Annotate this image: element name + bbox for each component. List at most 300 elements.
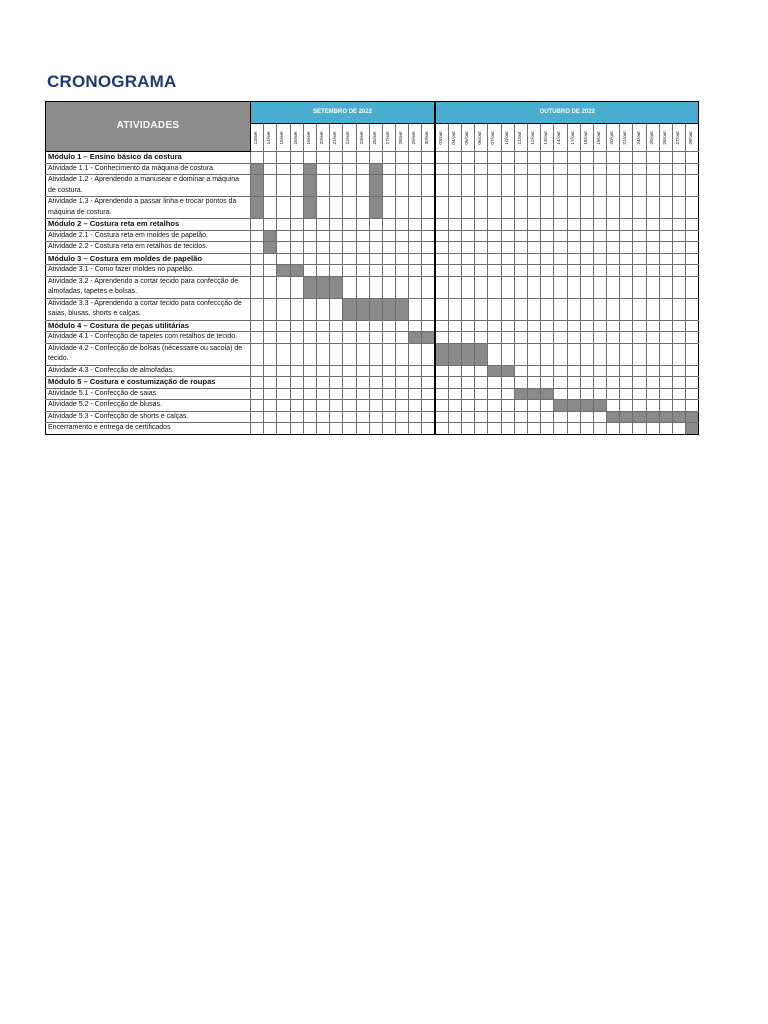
schedule-cell — [277, 388, 290, 400]
schedule-cell — [646, 365, 659, 377]
schedule-cell — [686, 265, 699, 277]
schedule-cell — [435, 332, 448, 344]
scheduled-cell — [686, 411, 699, 423]
schedule-cell — [277, 230, 290, 242]
scheduled-cell — [290, 265, 303, 277]
schedule-cell — [277, 298, 290, 320]
schedule-cell — [264, 377, 277, 389]
schedule-cell — [251, 343, 264, 365]
month-header-2: OUTUBRO DE 2022 — [435, 102, 699, 124]
schedule-cell — [251, 265, 264, 277]
schedule-cell — [396, 253, 409, 265]
schedule-cell — [396, 265, 409, 277]
schedule-cell — [607, 230, 620, 242]
schedule-cell — [356, 411, 369, 423]
schedule-cell — [330, 320, 343, 332]
activity-label: Atividade 5.2 - Confecção de blusas. — [46, 400, 251, 412]
schedule-cell — [409, 219, 422, 231]
schedule-cell — [567, 163, 580, 175]
module-label: Módulo 2 – Costura reta em retalhos — [46, 219, 251, 231]
schedule-cell — [251, 320, 264, 332]
schedule-cell — [567, 152, 580, 164]
schedule-cell — [541, 332, 554, 344]
scheduled-cell — [251, 163, 264, 175]
schedule-cell — [435, 388, 448, 400]
day-header — [554, 124, 567, 152]
schedule-cell — [330, 400, 343, 412]
schedule-cell — [462, 265, 475, 277]
schedule-cell — [686, 175, 699, 197]
schedule-cell — [396, 388, 409, 400]
schedule-cell — [488, 163, 501, 175]
schedule-cell — [462, 152, 475, 164]
schedule-cell — [330, 219, 343, 231]
schedule-cell — [501, 400, 514, 412]
schedule-cell — [659, 276, 672, 298]
day-label: 16/set — [293, 130, 299, 145]
schedule-cell — [514, 197, 527, 219]
schedule-cell — [514, 423, 527, 435]
schedule-cell — [607, 423, 620, 435]
schedule-cell — [527, 365, 540, 377]
schedule-cell — [659, 400, 672, 412]
schedule-cell — [475, 242, 488, 254]
schedule-cell — [554, 343, 567, 365]
schedule-cell — [567, 276, 580, 298]
schedule-cell — [527, 423, 540, 435]
schedule-cell — [686, 230, 699, 242]
schedule-cell — [554, 152, 567, 164]
day-label: 21/set — [332, 130, 338, 145]
schedule-cell — [475, 320, 488, 332]
schedule-cell — [475, 388, 488, 400]
schedule-cell — [290, 320, 303, 332]
schedule-cell — [448, 388, 461, 400]
schedule-cell — [501, 265, 514, 277]
schedule-cell — [369, 219, 382, 231]
day-header — [501, 124, 514, 152]
schedule-cell — [673, 343, 686, 365]
schedule-cell — [593, 423, 606, 435]
schedule-cell — [488, 152, 501, 164]
schedule-cell — [580, 175, 593, 197]
schedule-cell — [343, 332, 356, 344]
schedule-cell — [475, 253, 488, 265]
schedule-cell — [646, 230, 659, 242]
schedule-cell — [422, 320, 435, 332]
scheduled-cell — [251, 175, 264, 197]
schedule-cell — [264, 298, 277, 320]
schedule-cell — [462, 219, 475, 231]
schedule-cell — [527, 320, 540, 332]
schedule-cell — [607, 298, 620, 320]
schedule-cell — [303, 400, 316, 412]
schedule-cell — [435, 423, 448, 435]
schedule-cell — [501, 253, 514, 265]
day-header — [343, 124, 356, 152]
schedule-cell — [382, 230, 395, 242]
schedule-cell — [290, 423, 303, 435]
schedule-cell — [501, 163, 514, 175]
schedule-cell — [607, 253, 620, 265]
schedule-cell — [356, 377, 369, 389]
activity-row — [46, 276, 699, 298]
scheduled-cell — [448, 343, 461, 365]
schedule-cell — [316, 423, 329, 435]
schedule-cell — [673, 400, 686, 412]
day-label: 19/out — [596, 130, 602, 145]
schedule-cell — [343, 230, 356, 242]
schedule-cell — [330, 253, 343, 265]
schedule-cell — [356, 219, 369, 231]
schedule-cell — [633, 298, 646, 320]
activity-row — [46, 400, 699, 412]
schedule-cell — [369, 276, 382, 298]
schedule-cell — [316, 400, 329, 412]
schedule-cell — [462, 320, 475, 332]
schedule-cell — [527, 197, 540, 219]
schedule-cell — [303, 365, 316, 377]
schedule-cell — [488, 332, 501, 344]
schedule-cell — [554, 253, 567, 265]
schedule-cell — [541, 365, 554, 377]
schedule-cell — [554, 163, 567, 175]
schedule-cell — [514, 265, 527, 277]
schedule-cell — [659, 423, 672, 435]
day-label: 15/set — [280, 130, 286, 145]
schedule-cell — [435, 152, 448, 164]
schedule-cell — [554, 242, 567, 254]
schedule-cell — [277, 377, 290, 389]
schedule-cell — [396, 230, 409, 242]
schedule-cell — [409, 242, 422, 254]
schedule-cell — [356, 276, 369, 298]
schedule-cell — [646, 298, 659, 320]
activity-row — [46, 197, 699, 219]
schedule-cell — [554, 276, 567, 298]
activity-row — [46, 411, 699, 423]
schedule-cell — [554, 377, 567, 389]
schedule-cell — [303, 242, 316, 254]
schedule-cell — [303, 253, 316, 265]
schedule-cell — [593, 332, 606, 344]
schedule-cell — [382, 253, 395, 265]
day-label: 23/set — [359, 130, 365, 145]
schedule-cell — [673, 332, 686, 344]
schedule-cell — [382, 265, 395, 277]
scheduled-cell — [382, 298, 395, 320]
day-header — [646, 124, 659, 152]
schedule-cell — [593, 320, 606, 332]
schedule-cell — [488, 230, 501, 242]
schedule-cell — [620, 253, 633, 265]
schedule-cell — [593, 253, 606, 265]
schedule-cell — [277, 400, 290, 412]
schedule-cell — [620, 219, 633, 231]
schedule-cell — [448, 400, 461, 412]
schedule-cell — [277, 253, 290, 265]
scheduled-cell — [356, 298, 369, 320]
schedule-cell — [488, 265, 501, 277]
schedule-cell — [251, 332, 264, 344]
schedule-cell — [527, 163, 540, 175]
schedule-cell — [264, 276, 277, 298]
schedule-cell — [659, 197, 672, 219]
schedule-cell — [593, 298, 606, 320]
schedule-cell — [382, 242, 395, 254]
day-label: 25/out — [649, 130, 655, 145]
schedule-cell — [646, 400, 659, 412]
activity-row — [46, 388, 699, 400]
schedule-cell — [580, 377, 593, 389]
schedule-cell — [673, 265, 686, 277]
schedule-cell — [382, 423, 395, 435]
schedule-cell — [633, 242, 646, 254]
scheduled-cell — [673, 411, 686, 423]
scheduled-cell — [409, 332, 422, 344]
activity-label: Atividade 3.1 - Como fazer moldes no papelão. — [46, 265, 251, 277]
schedule-cell — [356, 365, 369, 377]
day-header — [369, 124, 382, 152]
schedule-cell — [422, 175, 435, 197]
schedule-cell — [607, 163, 620, 175]
schedule-cell — [514, 343, 527, 365]
schedule-cell — [659, 332, 672, 344]
schedule-cell — [343, 219, 356, 231]
module-label: Módulo 5 – Costura e costumização de roupas — [46, 377, 251, 389]
schedule-cell — [514, 242, 527, 254]
schedule-cell — [251, 219, 264, 231]
schedule-cell — [673, 388, 686, 400]
schedule-cell — [316, 377, 329, 389]
schedule-cell — [409, 298, 422, 320]
schedule-cell — [277, 242, 290, 254]
schedule-cell — [673, 298, 686, 320]
activity-label: Atividade 2.1 - Costura reta em moldes de papelão. — [46, 230, 251, 242]
schedule-cell — [448, 411, 461, 423]
schedule-cell — [646, 388, 659, 400]
day-label: 13/out — [543, 130, 549, 145]
schedule-cell — [448, 423, 461, 435]
schedule-cell — [527, 332, 540, 344]
schedule-cell — [620, 400, 633, 412]
schedule-cell — [369, 332, 382, 344]
schedule-cell — [593, 230, 606, 242]
schedule-cell — [646, 197, 659, 219]
schedule-cell — [303, 388, 316, 400]
schedule-cell — [435, 265, 448, 277]
schedule-cell — [593, 377, 606, 389]
schedule-cell — [580, 332, 593, 344]
page-title: CRONOGRAMA — [47, 72, 177, 91]
schedule-cell — [514, 152, 527, 164]
schedule-cell — [541, 253, 554, 265]
schedule-cell — [646, 276, 659, 298]
schedule-cell — [567, 230, 580, 242]
schedule-cell — [488, 253, 501, 265]
schedule-cell — [673, 175, 686, 197]
schedule-cell — [448, 219, 461, 231]
module-label: Módulo 4 – Costura de peças utilitárias — [46, 320, 251, 332]
schedule-cell — [541, 276, 554, 298]
schedule-cell — [488, 197, 501, 219]
day-header — [541, 124, 554, 152]
schedule-cell — [659, 320, 672, 332]
schedule-cell — [501, 197, 514, 219]
schedule-cell — [448, 230, 461, 242]
schedule-cell — [501, 411, 514, 423]
schedule-cell — [541, 298, 554, 320]
schedule-cell — [409, 423, 422, 435]
schedule-cell — [580, 298, 593, 320]
schedule-cell — [277, 276, 290, 298]
schedule-cell — [541, 423, 554, 435]
schedule-cell — [527, 265, 540, 277]
schedule-cell — [316, 365, 329, 377]
schedule-cell — [501, 219, 514, 231]
schedule-cell — [290, 400, 303, 412]
schedule-cell — [475, 230, 488, 242]
schedule-cell — [277, 197, 290, 219]
schedule-cell — [686, 152, 699, 164]
schedule-cell — [593, 163, 606, 175]
activity-row — [46, 175, 699, 197]
module-label: Módulo 3 – Costura em moldes de papelão — [46, 253, 251, 265]
schedule-cell — [501, 230, 514, 242]
schedule-cell — [462, 388, 475, 400]
scheduled-cell — [593, 400, 606, 412]
schedule-cell — [330, 163, 343, 175]
schedule-cell — [356, 332, 369, 344]
schedule-cell — [422, 152, 435, 164]
scheduled-cell — [620, 411, 633, 423]
schedule-cell — [673, 423, 686, 435]
schedule-cell — [633, 175, 646, 197]
schedule-cell — [501, 276, 514, 298]
schedule-cell — [633, 253, 646, 265]
schedule-cell — [277, 332, 290, 344]
schedule-cell — [448, 276, 461, 298]
schedule-cell — [514, 276, 527, 298]
schedule-cell — [580, 163, 593, 175]
schedule-cell — [290, 298, 303, 320]
schedule-cell — [277, 163, 290, 175]
schedule-cell — [659, 152, 672, 164]
schedule-cell — [541, 242, 554, 254]
schedule-cell — [527, 230, 540, 242]
schedule-cell — [277, 411, 290, 423]
schedule-cell — [567, 332, 580, 344]
schedule-cell — [316, 197, 329, 219]
schedule-cell — [475, 276, 488, 298]
schedule-cell — [251, 253, 264, 265]
schedule-cell — [290, 276, 303, 298]
schedule-cell — [554, 365, 567, 377]
schedule-cell — [567, 365, 580, 377]
schedule-cell — [646, 423, 659, 435]
schedule-cell — [593, 388, 606, 400]
schedule-cell — [396, 175, 409, 197]
day-label: 27/set — [385, 130, 391, 145]
day-header — [580, 124, 593, 152]
schedule-cell — [686, 298, 699, 320]
schedule-cell — [396, 197, 409, 219]
schedule-cell — [422, 230, 435, 242]
schedule-cell — [488, 411, 501, 423]
schedule-cell — [303, 343, 316, 365]
schedule-cell — [330, 242, 343, 254]
schedule-cell — [382, 163, 395, 175]
schedule-cell — [343, 197, 356, 219]
schedule-cell — [580, 242, 593, 254]
schedule-cell — [567, 298, 580, 320]
day-header — [567, 124, 580, 152]
schedule-cell — [303, 152, 316, 164]
schedule-cell — [343, 175, 356, 197]
schedule-cell — [501, 377, 514, 389]
schedule-cell — [303, 298, 316, 320]
schedule-cell — [488, 343, 501, 365]
schedule-cell — [488, 242, 501, 254]
activity-row — [46, 343, 699, 365]
scheduled-cell — [435, 343, 448, 365]
schedule-cell — [673, 152, 686, 164]
schedule-cell — [343, 400, 356, 412]
schedule-cell — [290, 242, 303, 254]
schedule-cell — [277, 365, 290, 377]
scheduled-cell — [475, 343, 488, 365]
schedule-cell — [462, 197, 475, 219]
scheduled-cell — [251, 197, 264, 219]
schedule-cell — [620, 320, 633, 332]
schedule-cell — [264, 411, 277, 423]
schedule-cell — [462, 377, 475, 389]
schedule-cell — [475, 411, 488, 423]
schedule-cell — [541, 230, 554, 242]
schedule-cell — [514, 400, 527, 412]
schedule-cell — [554, 423, 567, 435]
day-label: 21/out — [623, 130, 629, 145]
schedule-cell — [527, 253, 540, 265]
schedule-cell — [264, 332, 277, 344]
schedule-cell — [448, 332, 461, 344]
schedule-cell — [462, 175, 475, 197]
schedule-cell — [396, 411, 409, 423]
schedule-cell — [369, 242, 382, 254]
schedule-cell — [369, 388, 382, 400]
day-label: 13/set — [253, 130, 259, 145]
schedule-cell — [462, 242, 475, 254]
schedule-cell — [541, 175, 554, 197]
schedule-cell — [633, 320, 646, 332]
schedule-cell — [686, 332, 699, 344]
schedule-cell — [343, 265, 356, 277]
day-header — [422, 124, 435, 152]
schedule-cell — [607, 400, 620, 412]
schedule-cell — [277, 343, 290, 365]
schedule-cell — [607, 320, 620, 332]
schedule-cell — [290, 219, 303, 231]
scheduled-cell — [369, 197, 382, 219]
schedule-cell — [620, 276, 633, 298]
schedule-cell — [264, 152, 277, 164]
schedule-cell — [396, 365, 409, 377]
day-label: 05/out — [464, 130, 470, 145]
scheduled-cell — [264, 230, 277, 242]
schedule-cell — [448, 377, 461, 389]
activities-header: ATIVIDADES — [46, 102, 251, 152]
schedule-cell — [620, 175, 633, 197]
